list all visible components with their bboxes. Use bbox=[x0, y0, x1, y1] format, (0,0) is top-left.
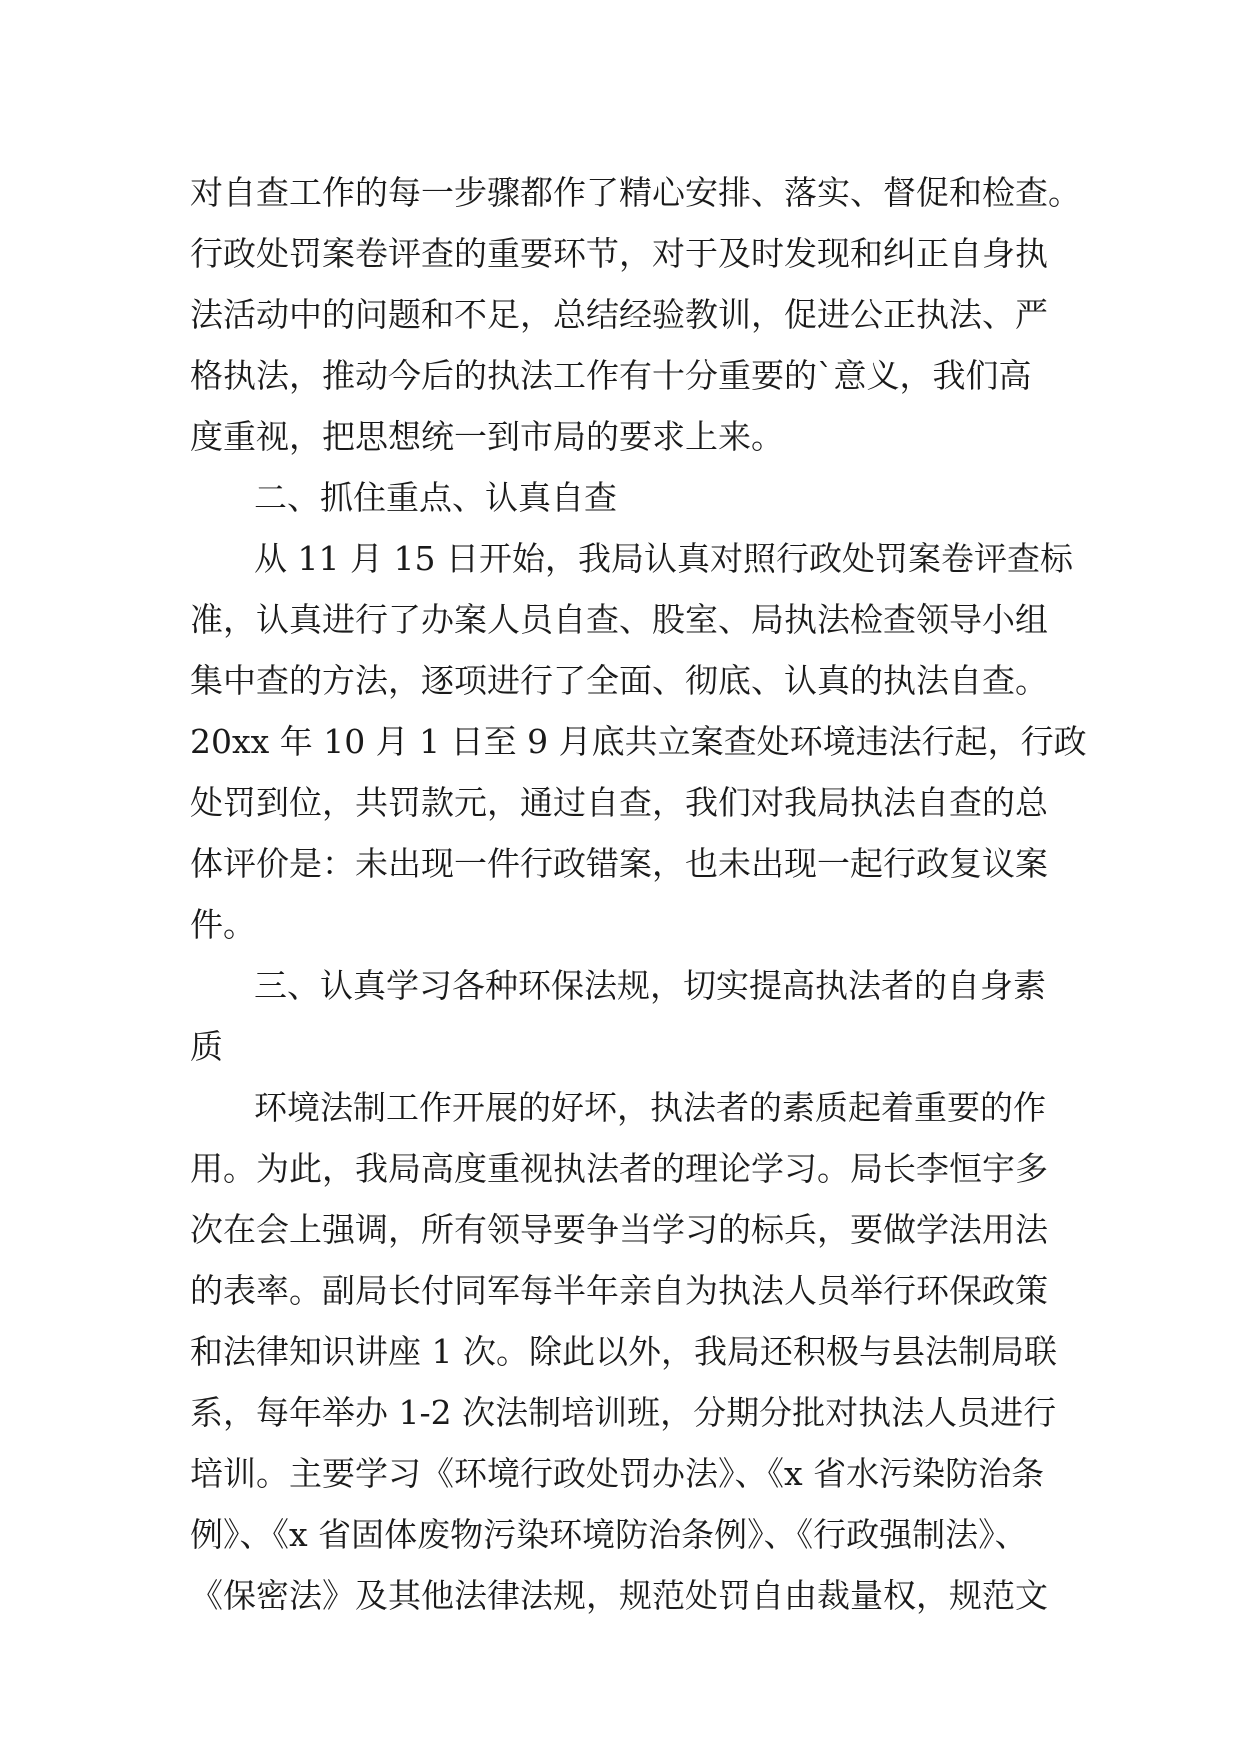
body-line: 法活动中的问题和不足，总结经验教训，促进公正执法、严 bbox=[190, 295, 1048, 334]
body-line: 件。 bbox=[190, 905, 256, 944]
body-line: 系，每年举办 1-2 次法制培训班，分期分批对执法人员进行 bbox=[190, 1393, 1057, 1432]
section-heading: 三、认真学习各种环保法规，切实提高执法者的自身素 bbox=[254, 966, 1046, 1005]
body-line: 和法律知识讲座 1 次。除此以外，我局还积极与县法制局联 bbox=[190, 1332, 1057, 1371]
section-heading-continued: 质 bbox=[190, 1027, 223, 1066]
body-line: 格执法，推动今后的执法工作有十分重要的`意义，我们高 bbox=[190, 356, 1032, 395]
body-line: 度重视，把思想统一到市局的要求上来。 bbox=[190, 417, 784, 456]
document-body bbox=[190, 162, 1087, 1626]
paragraph-first-line: 环境法制工作开展的好坏，执法者的素质起着重要的作 bbox=[254, 1088, 1046, 1127]
body-line: 次在会上强调，所有领导要争当学习的标兵，要做学法用法 bbox=[190, 1210, 1048, 1249]
body-line: 的表率。副局长付同军每半年亲自为执法人员举行环保政策 bbox=[190, 1271, 1048, 1310]
body-line: 用。为此，我局高度重视执法者的理论学习。局长李恒宇多 bbox=[190, 1149, 1048, 1188]
body-line: 行政处罚案卷评查的重要环节，对于及时发现和纠正自身执 bbox=[190, 234, 1048, 273]
section-heading: 二、抓住重点、认真自查 bbox=[254, 478, 617, 517]
body-line: 培训。主要学习《环境行政处罚办法》、《x 省水污染防治条 bbox=[190, 1454, 1045, 1493]
body-line: 处罚到位，共罚款元，通过自查，我们对我局执法自查的总 bbox=[190, 783, 1048, 822]
body-line: 例》、《x 省固体废物污染环境防治条例》、《行政强制法》、 bbox=[190, 1515, 1028, 1554]
paragraph-first-line: 从 11 月 15 日开始，我局认真对照行政处罚案卷评查标 bbox=[254, 539, 1073, 578]
body-line: 体评价是：未出现一件行政错案，也未出现一起行政复议案 bbox=[190, 844, 1048, 883]
body-line: 《保密法》及其他法律法规，规范处罚自由裁量权，规范文 bbox=[190, 1576, 1048, 1615]
body-line: 集中查的方法，逐项进行了全面、彻底、认真的执法自查。 bbox=[190, 661, 1048, 700]
body-line: 20xx 年 10 月 1 日至 9 月底共立案查处环境违法行起，行政 bbox=[190, 722, 1087, 761]
body-line: 对自查工作的每一步骤都作了精心安排、落实、督促和检查。 bbox=[190, 173, 1081, 212]
body-line: 准，认真进行了办案人员自查、股室、局执法检查领导小组 bbox=[190, 600, 1048, 639]
